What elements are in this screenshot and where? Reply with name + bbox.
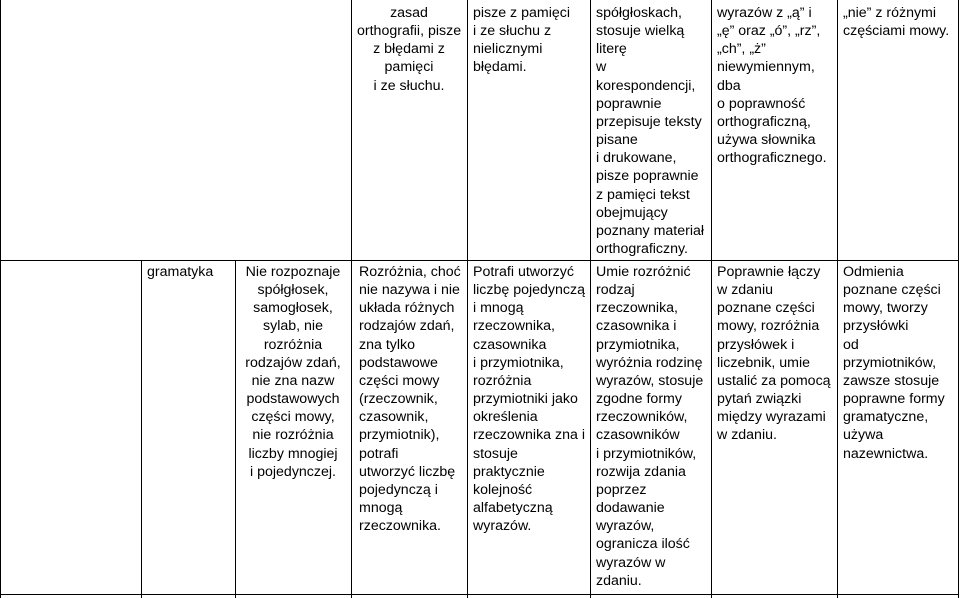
column-divider (590, 0, 591, 598)
column-divider (711, 0, 712, 598)
grammar-cell-4: Potrafi utworzyć liczbę pojedynczą i mnogą rzeczownika, czasownika i przymiotnika, rozróżnia przymiotniki jako określenia rzeczownika zna i stosuje praktycznie kolejność alfabetyczną wyrazów. (473, 264, 585, 535)
top-row-cell-4: pisze z pamięci i ze słuchu z nielicznymi błędami. (473, 5, 570, 76)
column-divider (141, 260, 142, 598)
top-row-cell-3: zasad orthografii, pisze z błędami z pamięci i ze słuchu. (357, 5, 462, 94)
row-divider (0, 260, 959, 261)
column-divider (351, 0, 352, 598)
grammar-cell-6: Poprawnie łączy w zdaniu poznane części mowy, rozróżnia przysłówek i liczebnik, umie ustalić za pomocą pytań związki między wyrazami w zdaniu. (717, 264, 831, 444)
column-divider (467, 0, 468, 598)
top-row-cell-6: wyrazów z „ą” i „ę” oraz „ó”, „rz”, „ch”, „ż” niewymiennym, dba o poprawność orthograficzną, używa słownika orthograficznego. (717, 5, 827, 167)
top-row-cell-7: „nie” z różnymi częściami mowy. (843, 5, 950, 40)
category-label: gramatyka (147, 264, 214, 280)
grammar-cell-5: Umie rozróżnić rodzaj rzeczownika, czasownika i przymiotnika, wyróżnia rodzinę wyrazów, stosuje zgodne formy rzeczowników, czasowników i przymiotników, rozwija zdania poprzez dodawanie wyrazów, ogranicza ilość wyrazów w zdaniu. (596, 264, 704, 589)
grammar-cell-7: Odmienia poznane części mowy, tworzy przysłówki od przymiotników, zawsze stosuje poprawne formy gramatyczne, używa nazewnictwa. (843, 264, 945, 462)
row-divider (0, 594, 959, 595)
table-border-right (958, 0, 959, 598)
grammar-cell-2: Nie rozpoznaje spółgłosek, samogłosek, sylab, nie rozróżnia rodzajów zdań, nie zna nazw podstawowych części mowy, nie rozróżnia liczby mnogiej i pojedynczej. (245, 264, 341, 480)
column-divider (837, 0, 838, 598)
column-divider (235, 260, 236, 598)
table-border-left (0, 0, 1, 598)
top-row-cell-5: spółgłoskach, stosuje wielką literę w korespondencji, poprawnie przepisuje teksty pisane i drukowane, pisze poprawnie z pamięci tekst obejmujący poznany materiał orthograficzny. (596, 5, 705, 258)
grammar-cell-3: Rozróżnia, choć nie nazywa i nie układa różnych rodzajów zdań, zna tylko podstawowe części mowy (rzeczownik, czasownik, przymiotnik), potrafi utworzyć liczbę pojedynczą i mnogą rzeczownika. (359, 264, 461, 535)
